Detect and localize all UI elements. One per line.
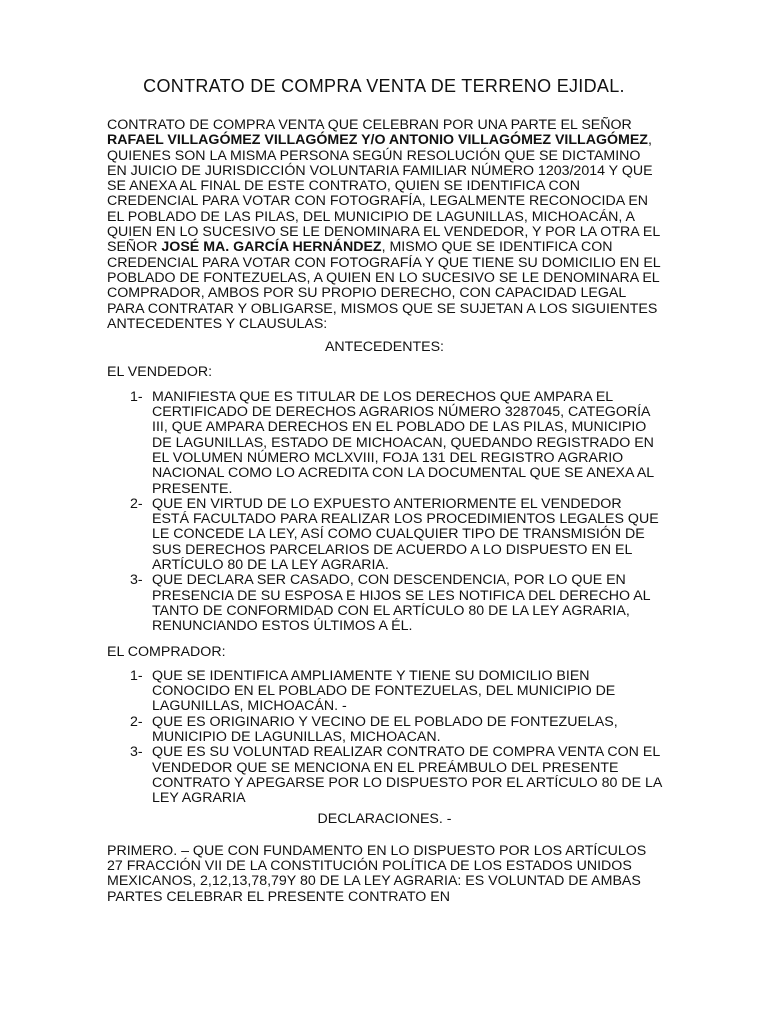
buyer-name: JOSÉ MA. GARCÍA HERNÁNDEZ — [161, 239, 382, 256]
list-number: 3- — [130, 744, 143, 761]
list-item — [107, 497, 662, 573]
list-number: 2- — [130, 495, 143, 512]
list-item — [107, 745, 662, 806]
list-item — [107, 573, 662, 634]
comprador-label: EL COMPRADOR: — [107, 643, 226, 660]
declaraciones-heading: DECLARACIONES. - — [317, 811, 452, 828]
vendedor-label: EL VENDEDOR: — [107, 364, 213, 381]
list-number: 1- — [130, 667, 143, 684]
list-number: 2- — [130, 713, 143, 730]
list-item-text: QUE ES SU VOLUNTAD REALIZAR CONTRATO DE COMPRA VENTA CON EL VENDEDOR QUE SE MENCIONA EN EL PREÁMBULO DEL PRESENTE CONTRATO Y APEGARSE POR LO DISPUESTO POR EL ARTÍCULO 80 DE LA LEY AGRARIA — [152, 744, 662, 807]
intro-paragraph — [107, 118, 662, 332]
list-item-text: MANIFIESTA QUE ES TITULAR DE LOS DERECHOS QUE AMPARA EL CERTIFICADO DE DERECHOS AGRARIOS NÚMERO 3287045, CATEGORÍA III, QUE AMPARA DERECHOS EN EL POBLADO DE LAS PILAS, MUNICIPIO DE LAGUNILLAS, ESTADO DE MICHOACAN, QUEDANDO REGISTRADO EN EL VOLUMEN NÚMERO MCLXVIII, FOJA 131 DEL REGISTRO AGRARIO NACIONAL COMO LO ACREDITA CON LA DOCUMENTAL QUE SE ANEXA AL PRESENTE. — [152, 388, 654, 497]
intro-text-3: , MISMO QUE SE IDENTIFICA CON CREDENCIAL PARA VOTAR CON FOTOGRAFÍA Y QUE TIENE SU DOMICILIO EN EL POBLADO DE FONTEZUELAS, A QUIEN EN LO SUCESIVO SE LE DENOMINARA EL COMPRADOR, AMBOS POR SU PROPIO DERECHO, CON CAPACIDAD LEGAL PARA CONTRATAR Y OBLIGARSE, MISMOS QUE SE SUJETAN A LOS SIGUIENTES ANTECEDENTES Y CLAUSULAS: — [107, 239, 661, 332]
antecedentes-heading: ANTECEDENTES: — [324, 339, 445, 356]
list-item-text: QUE SE IDENTIFICA AMPLIAMENTE Y TIENE SU DOMICILIO BIEN CONOCIDO EN EL POBLADO DE FONTEZUELAS, DEL MUNICIPIO DE LAGUNILLAS, MICHOACÁN. - — [152, 667, 616, 715]
vendedor-list — [107, 390, 662, 635]
intro-text-1: CONTRATO DE COMPRA VENTA QUE CELEBRAN POR UNA PARTE EL SEÑOR — [107, 117, 632, 133]
list-item-text: QUE ES ORIGINARIO Y VECINO DE EL POBLADO DE FONTEZUELAS, MUNICIPIO DE LAGUNILLAS, MICHOACAN. — [152, 713, 618, 745]
list-item — [107, 669, 662, 715]
document-body — [107, 118, 662, 905]
comprador-list — [107, 669, 662, 807]
list-item-text: QUE EN VIRTUD DE LO EXPUESTO ANTERIORMENTE EL VENDEDOR ESTÁ FACULTADO PARA REALIZAR LOS PROCEDIMIENTOS LEGALES QUE LE CONCEDE LA LEY, ASÍ COMO CUALQUIER TIPO DE TRANSMISIÓN DE SUS DERECHOS PARCELARIOS DE ACUERDO A LO DISPUESTO EN EL ARTÍCULO 80 DE LA LEY AGRARIA. — [152, 495, 659, 574]
seller-name: RAFAEL VILLAGÓMEZ VILLAGÓMEZ Y/O ANTONIO VILLAGÓMEZ VILLAGÓMEZ — [107, 132, 648, 149]
list-item-text: QUE DECLARA SER CASADO, CON DESCENDENCIA, POR LO QUE EN PRESENCIA DE SU ESPOSA E HIJOS SE LES NOTIFICA DEL DERECHO AL TANTO DE CONFORMIDAD CON EL ARTÍCULO 80 DE LA LEY AGRARIA, RENUNCIANDO ESTOS ÚLTIMOS A ÉL. — [152, 572, 651, 635]
list-item — [107, 390, 662, 497]
list-item — [107, 715, 662, 746]
document-title: CONTRATO DE COMPRA VENTA DE TERRENO EJIDAL. — [143, 76, 625, 96]
list-number: 3- — [130, 572, 143, 589]
primero-paragraph: PRIMERO. – QUE CON FUNDAMENTO EN LO DISPUESTO POR LOS ARTÍCULOS 27 FRACCIÓN VII DE LA CONSTITUCIÓN POLÍTICA DE LOS ESTADOS UNIDOS MEXICANOS, 2,12,13,78,79Y 80 DE LA LEY AGRARIA: ES VOLUNTAD DE AMBAS PARTES CELEBRAR EL PRESENTE CONTRATO EN — [107, 842, 647, 905]
intro-text-2: , QUIENES SON LA MISMA PERSONA SEGÚN RESOLUCIÓN QUE SE DICTAMINO EN JUICIO DE JURISDICCIÓN VOLUNTARIA FAMILIAR NÚMERO 1203/2014 Y QUE SE ANEXA AL FINAL DE ESTE CONTRATO, QUIEN SE IDENTIFICA CON CREDENCIAL PARA VOTAR CON FOTOGRAFÍA, LEGALMENTE RECONOCIDA EN EL POBLADO DE LAS PILAS, DEL MUNICIPIO DE LAGUNILLAS, MICHOACÁN, A QUIEN EN LO SUCESIVO SE LE DENOMINARA EL VENDEDOR, Y POR LA OTRA EL SEÑOR — [107, 132, 660, 256]
list-number: 1- — [130, 388, 143, 405]
